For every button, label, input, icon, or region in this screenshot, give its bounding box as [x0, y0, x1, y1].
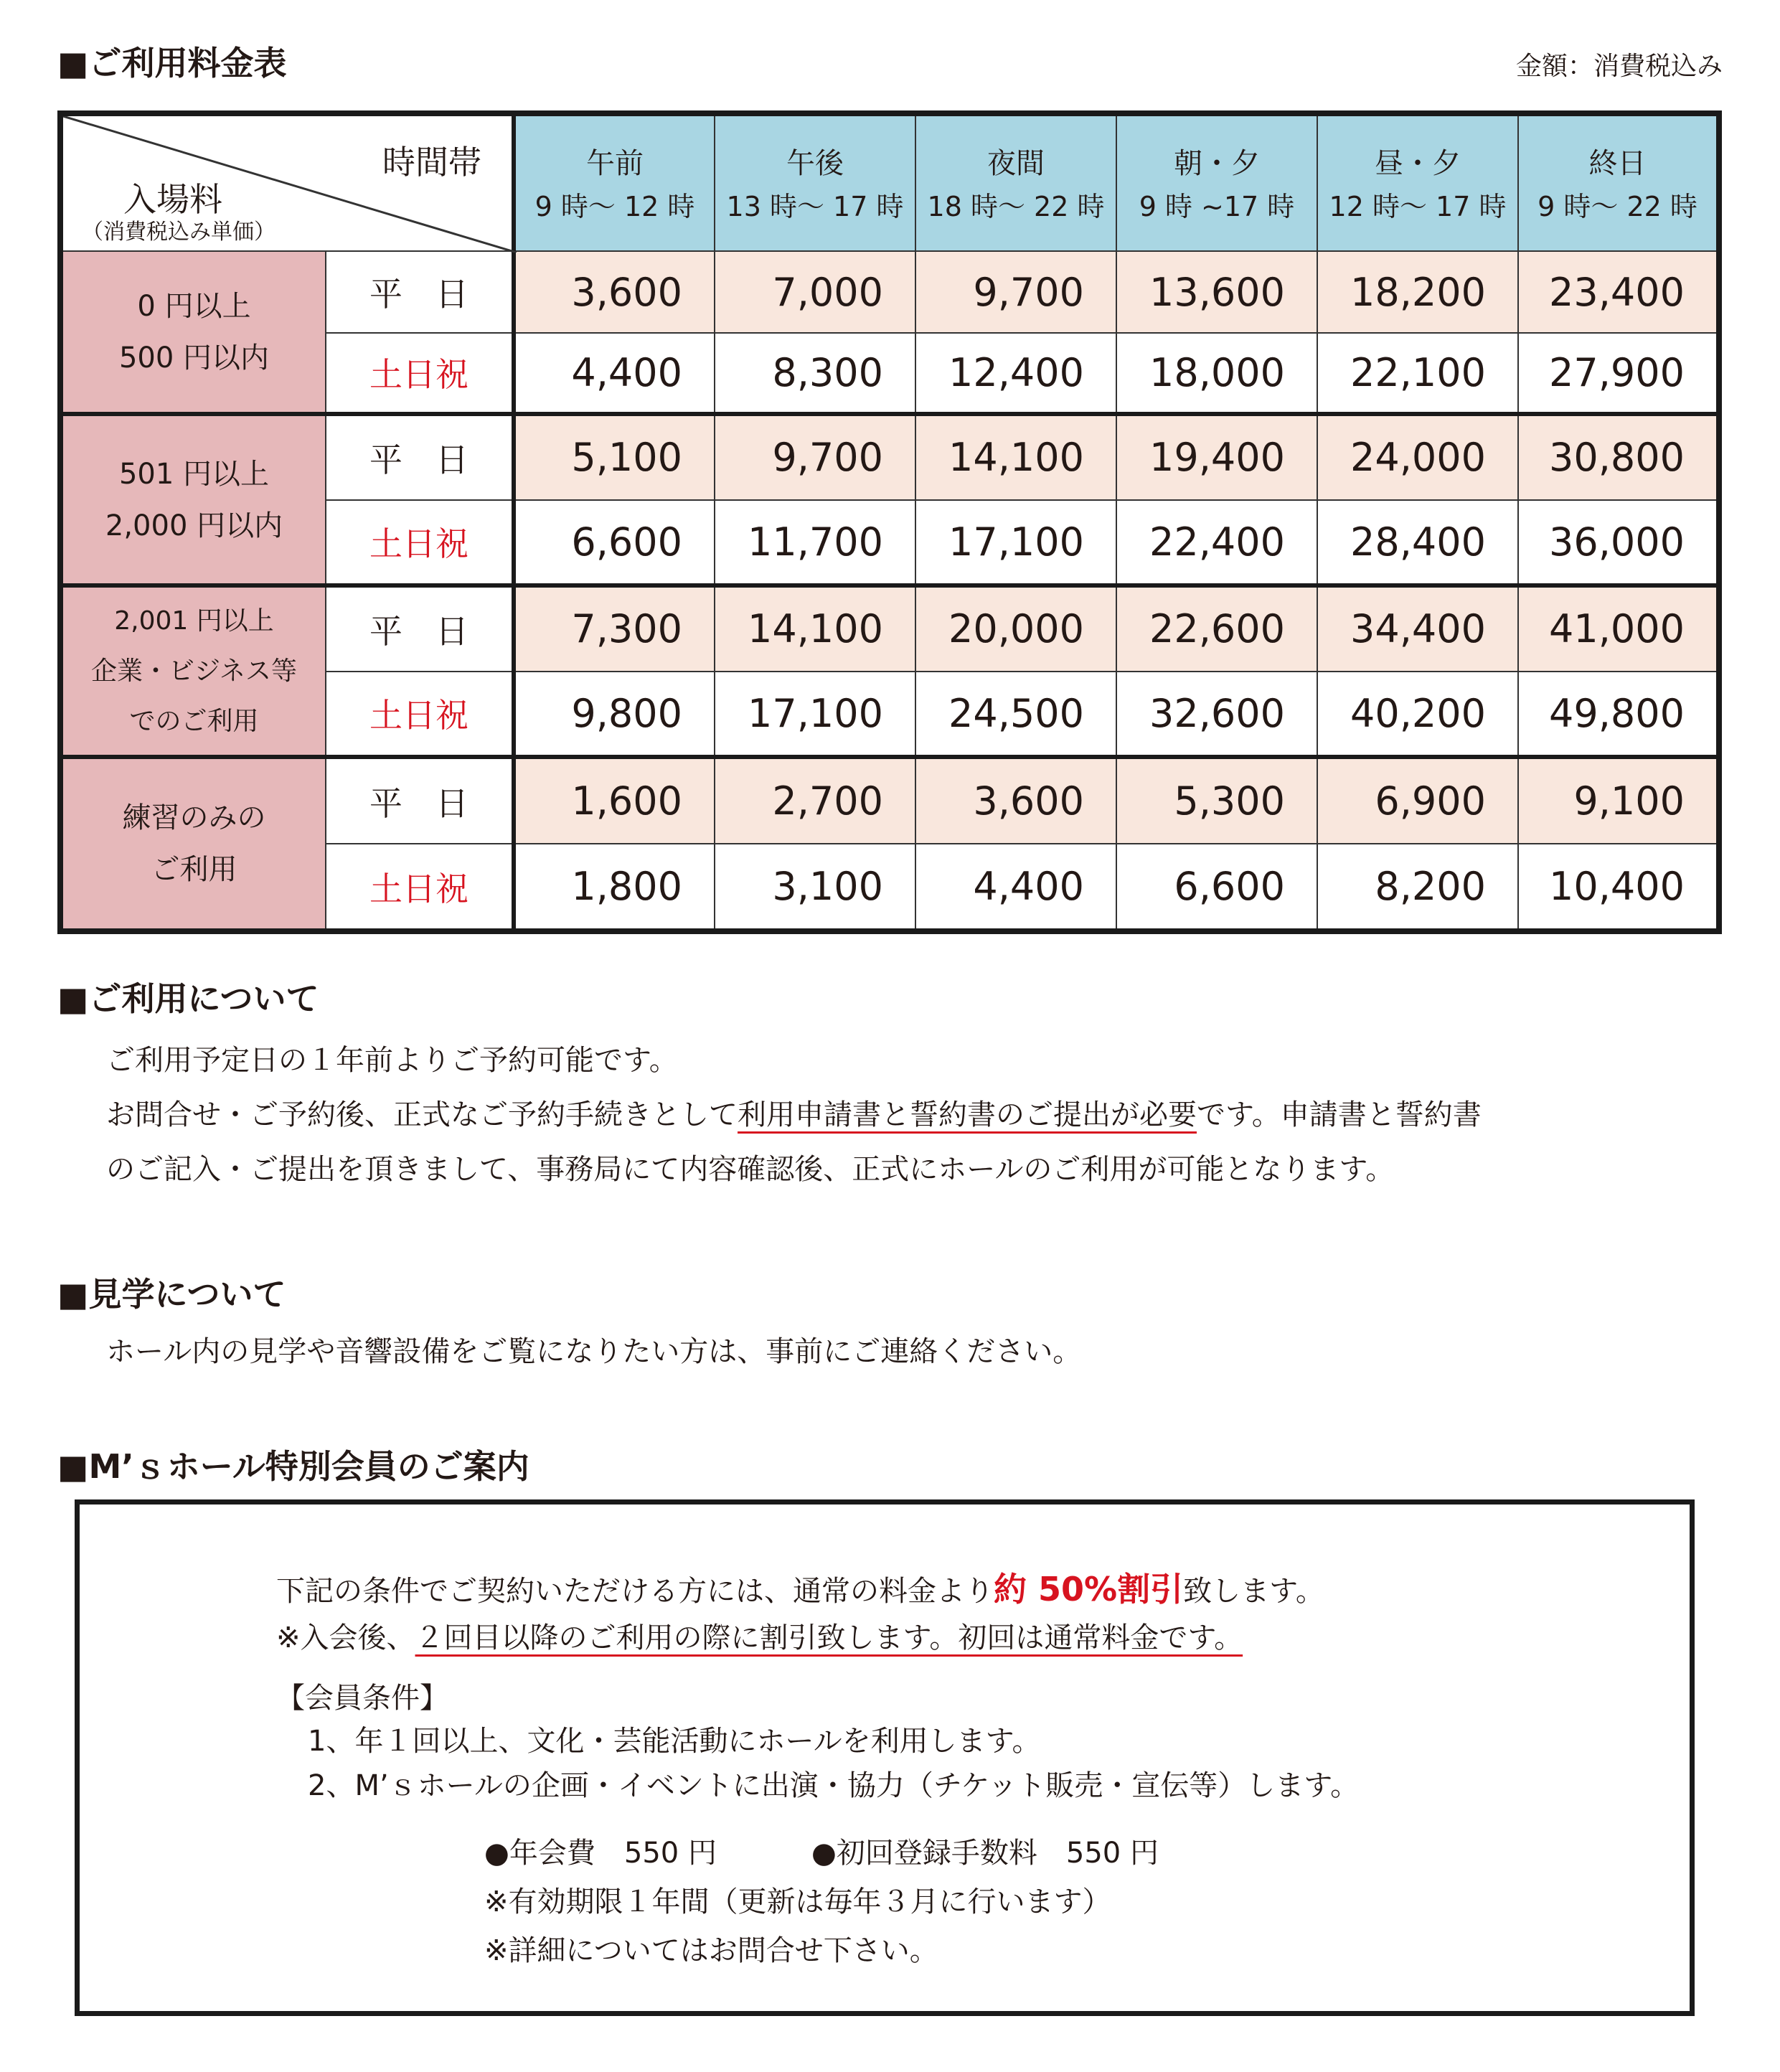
fee-cell: 3,600: [514, 251, 715, 332]
table-row: [60, 251, 1719, 332]
weekday-label: 平 日: [326, 585, 514, 671]
fee-cell: 18,000: [1116, 333, 1317, 414]
col-name: 昼・夕: [1375, 146, 1461, 180]
fee-cell: 36,000: [1518, 500, 1719, 585]
inquiry-note: ※詳細についてはお問合せ下さい。: [484, 1934, 938, 1967]
table-corner: [60, 113, 514, 251]
col-range: 9 時 ~17 時: [1139, 190, 1295, 222]
table-row: [60, 414, 1719, 499]
corner-fee-sub: （消費税込み単価）: [82, 220, 276, 245]
col-header: [715, 113, 915, 251]
col-range: 12 時〜 17 時: [1329, 190, 1507, 222]
fee-cell: 9,800: [514, 672, 715, 757]
fee-cell: 27,900: [1518, 333, 1719, 414]
membership-intro: [276, 1568, 1324, 1613]
weekday-label: 平 日: [326, 251, 514, 332]
holiday-label: 土日祝: [326, 844, 514, 931]
tour-body: [106, 1324, 1728, 1379]
usage-line-2: [106, 1088, 1728, 1142]
category-label-1: 練習のみの: [122, 801, 266, 834]
fee-table-title: ■ご利用料金表: [57, 44, 287, 83]
fee-cell: 13,600: [1116, 251, 1317, 332]
fee-cell: 9,700: [715, 414, 915, 499]
fee-cell: 9,700: [915, 251, 1116, 332]
fee-cell: 2,700: [715, 757, 915, 844]
col-name: 午前: [586, 146, 644, 180]
holiday-label: 土日祝: [326, 500, 514, 585]
col-name: 午後: [786, 146, 844, 180]
category-label-3: でのご利用: [129, 706, 259, 736]
fee-cell: 49,800: [1518, 672, 1719, 757]
fee-cell: 18,200: [1317, 251, 1518, 332]
fee-cell: 1,800: [514, 844, 715, 931]
corner-fee-label: 入場料: [123, 180, 222, 219]
col-range: 13 時〜 17 時: [726, 190, 904, 222]
membership-note: [276, 1616, 1243, 1659]
fee-cell: 17,100: [715, 672, 915, 757]
tour-title: ■見学について: [57, 1275, 286, 1314]
usage-body: [106, 1033, 1728, 1197]
fee-cell: 3,600: [915, 757, 1116, 844]
fee-cell: 7,300: [514, 585, 715, 671]
col-range: 9 時〜 22 時: [1538, 190, 1697, 222]
discount-highlight: 約 50%割引: [994, 1570, 1184, 1609]
category-label-1: 0 円以上: [137, 289, 251, 323]
usage-line-3: のご記入・ご提出を頂きまして、事務局にて内容確認後、正式にホールのご利用が可能となります。: [106, 1153, 1395, 1186]
membership-title: ■M’ｓホール特別会員のご案内: [57, 1447, 529, 1486]
usage-line-2b: です。申請書と誓約書: [1197, 1098, 1482, 1131]
membership-intro-a: 下記の条件でご契約いただける方には、通常の料金より: [276, 1575, 994, 1608]
membership-intro-b: 致します。: [1183, 1575, 1324, 1608]
fee-cell: 6,900: [1317, 757, 1518, 844]
membership-note-a: ※入会後、: [276, 1621, 415, 1654]
col-header: [1518, 113, 1719, 251]
table-row: [60, 585, 1719, 671]
membership-note-underlined: ２回目以降のご利用の際に割引致します。初回は通常料金です。: [415, 1621, 1243, 1654]
conditions-title: 【会員条件】: [276, 1682, 448, 1715]
fee-cell: 28,400: [1317, 500, 1518, 585]
fee-cell: 5,300: [1116, 757, 1317, 844]
usage-title: ■ご利用について: [57, 979, 319, 1018]
condition-1: 1、年１回以上、文化・芸能活動にホールを利用します。: [308, 1725, 1041, 1758]
fee-cell: 22,100: [1317, 333, 1518, 414]
fee-cell: 24,000: [1317, 414, 1518, 499]
usage-required-docs: 利用申請書と誓約書のご提出が必要: [738, 1098, 1197, 1131]
category-label-2: 企業・ビジネス等: [91, 656, 297, 686]
col-range: 18 時〜 22 時: [927, 190, 1105, 222]
fee-cell: 8,200: [1317, 844, 1518, 931]
membership-box: [75, 1499, 1695, 2016]
fee-cell: 19,400: [1116, 414, 1317, 499]
category-label-1: 2,001 円以上: [114, 606, 274, 636]
fee-cell: 3,100: [715, 844, 915, 931]
fee-cell: 24,500: [915, 672, 1116, 757]
fee-cell: 22,600: [1116, 585, 1317, 671]
fee-cell: 12,400: [915, 333, 1116, 414]
fee-cell: 4,400: [915, 844, 1116, 931]
category-cell: [60, 251, 326, 414]
header-row: [60, 113, 1719, 251]
table-row: [60, 757, 1719, 844]
col-header: [1317, 113, 1518, 251]
col-header: [915, 113, 1116, 251]
tax-note: 金額：消費税込み: [1515, 52, 1723, 81]
col-range: 9 時〜 12 時: [535, 190, 695, 222]
col-header: [1116, 113, 1317, 251]
fee-cell: 6,600: [514, 500, 715, 585]
fee-cell: 20,000: [915, 585, 1116, 671]
fee-cell: 30,800: [1518, 414, 1719, 499]
fee-cell: 8,300: [715, 333, 915, 414]
col-name: 朝・夕: [1174, 146, 1260, 180]
fee-cell: 40,200: [1317, 672, 1518, 757]
fee-cell: 41,000: [1518, 585, 1719, 671]
category-label-1: 501 円以上: [118, 457, 270, 491]
fee-cell: 5,100: [514, 414, 715, 499]
weekday-label: 平 日: [326, 757, 514, 844]
category-cell: [60, 414, 326, 585]
col-name: 終日: [1588, 146, 1647, 180]
registration-fee: ●初回登録手数料 550 円: [811, 1837, 1159, 1870]
fee-cell: 32,600: [1116, 672, 1317, 757]
annual-fee: ●年会費 550 円: [484, 1837, 717, 1870]
fee-cell: 17,100: [915, 500, 1116, 585]
category-label-2: 2,000 円以内: [105, 509, 283, 542]
category-label-2: ご利用: [151, 852, 237, 886]
col-header: [514, 113, 715, 251]
col-name: 夜間: [987, 146, 1045, 180]
weekday-label: 平 日: [326, 414, 514, 499]
fee-cell: 14,100: [715, 585, 915, 671]
usage-line-1: ご利用予定日の１年前よりご予約可能です。: [106, 1044, 678, 1077]
tour-line-1: ホール内の見学や音響設備をご覧になりたい方は、事前にご連絡ください。: [106, 1335, 1082, 1368]
category-cell: [60, 585, 326, 757]
fee-cell: 22,400: [1116, 500, 1317, 585]
fee-cell: 14,100: [915, 414, 1116, 499]
fee-cell: 1,600: [514, 757, 715, 844]
condition-2: 2、M’ｓホールの企画・イベントに出演・協力（チケット販売・宣伝等）します。: [308, 1769, 1360, 1802]
fee-cell: 4,400: [514, 333, 715, 414]
fee-table: [57, 110, 1722, 934]
fee-cell: 9,100: [1518, 757, 1719, 844]
fee-cell: 23,400: [1518, 251, 1719, 332]
validity-note: ※有効期限１年間（更新は毎年３月に行います）: [484, 1885, 1111, 1918]
category-label-2: 500 円以内: [118, 341, 270, 375]
fee-cell: 6,600: [1116, 844, 1317, 931]
holiday-label: 土日祝: [326, 333, 514, 414]
fee-cell: 34,400: [1317, 585, 1518, 671]
corner-time-label: 時間帯: [382, 143, 481, 182]
usage-line-2a: お問合せ・ご予約後、正式なご予約手続きとして: [106, 1098, 738, 1131]
category-cell: [60, 757, 326, 931]
holiday-label: 土日祝: [326, 672, 514, 757]
fee-cell: 10,400: [1518, 844, 1719, 931]
fee-cell: 11,700: [715, 500, 915, 585]
fee-cell: 7,000: [715, 251, 915, 332]
